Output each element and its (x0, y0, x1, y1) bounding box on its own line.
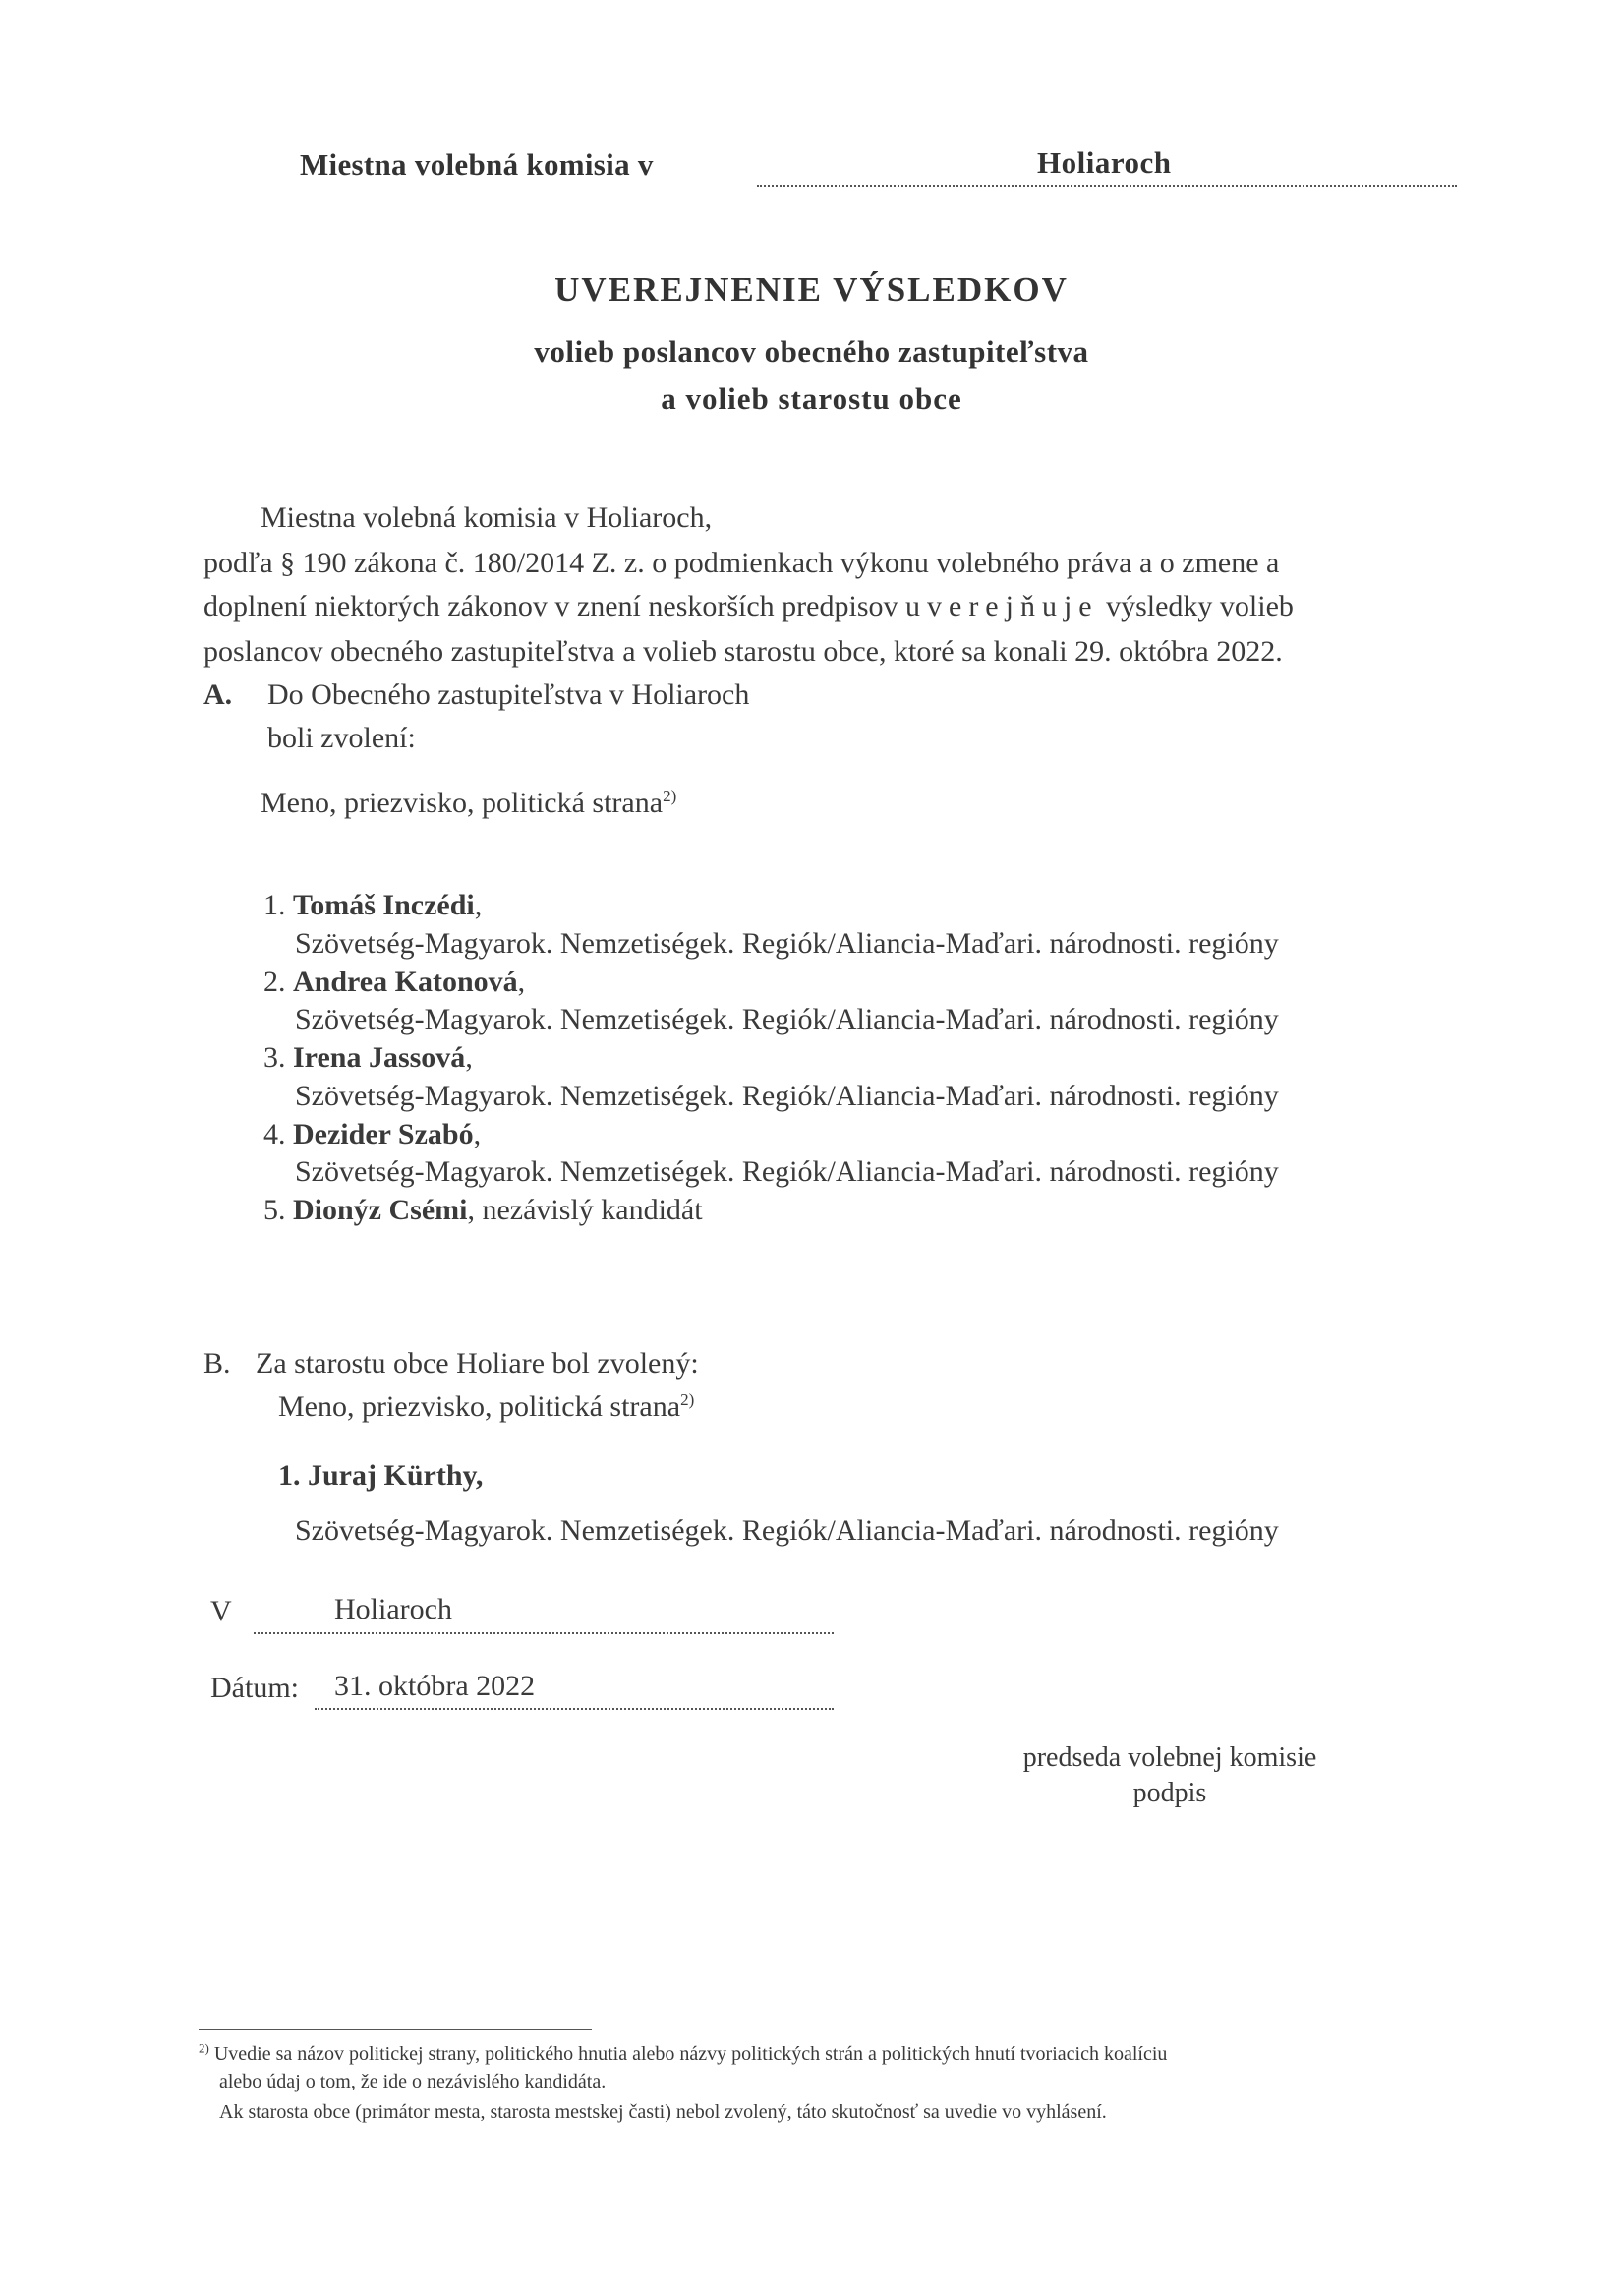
section-a-title: Do Obecného zastupiteľstva v Holiaroch (267, 678, 750, 711)
member-number: 2. (263, 966, 286, 998)
date-dotted-line (315, 1708, 834, 1710)
footnote-separator (199, 2029, 592, 2030)
signature-label: podpis (1132, 1778, 1207, 1808)
intro-line-1: Miestna volebná komisia v Holiaroch, (261, 501, 713, 534)
section-b-letter: B. (203, 1347, 231, 1380)
footnote-line-1 (199, 2040, 1168, 2066)
date-value: 31. októbra 2022 (334, 1670, 536, 1702)
footnote-ref: 2) (680, 1390, 695, 1409)
member-5: 5. Dionýz Csémi, nezávislý kandidát (263, 1194, 703, 1226)
intro-line-3 (203, 590, 1294, 623)
footnote-line-2: alebo údaj o tom, že ide o nezávislého kandidáta. (219, 2071, 607, 2092)
member-party: Szövetség-Magyarok. Nemzetiségek. Regiók/Aliancia-Maďari. národnosti. regióny (295, 1003, 1279, 1035)
member-name: Irena Jassová (293, 1041, 466, 1074)
mayor-name: Juraj Kürthy, (308, 1459, 484, 1492)
intro-line-4: poslancov obecného zastupiteľstva a volieb starostu obce, ktoré sa konali 29. októbra 2022. (203, 635, 1283, 668)
member-number: 3. (263, 1041, 286, 1074)
intro-line-2: podľa § 190 zákona č. 180/2014 Z. z. o podmienkach výkonu volebného práva a o zmene a (203, 547, 1280, 579)
signature-role: predseda volebnej komisie (1022, 1742, 1317, 1773)
member-party: Szövetség-Magyarok. Nemzetiségek. Regiók/Aliancia-Maďari. národnosti. regióny (295, 1155, 1279, 1188)
footnote-text-1: Uvedie sa názov politickej strany, politického hnutia alebo názvy politických strán a politických hnutí tvoriacich koalíciu (213, 2043, 1168, 2065)
footnote-line-3: Ak starosta obce (primátor mesta, starosta mestskej časti) nebol zvolený, táto skutočnosť sa uvedie vo vyhlásení. (219, 2101, 1107, 2123)
member-3: 3. Irena Jassová, (263, 1041, 473, 1074)
member-4: 4. Dezider Szabó, (263, 1118, 482, 1150)
place-value: Holiaroch (334, 1593, 452, 1625)
place-label: V (210, 1595, 232, 1627)
section-b-title: Za starostu obce Holiare bol zvolený: (256, 1347, 699, 1380)
member-party: Szövetség-Magyarok. Nemzetiségek. Regiók/Aliancia-Maďari. národnosti. regióny (295, 1080, 1279, 1112)
member-name: Tomáš Inczédi (293, 889, 475, 921)
mayor-party: Szövetség-Magyarok. Nemzetiségek. Regiók/Aliancia-Maďari. národnosti. regióny (295, 1514, 1279, 1547)
section-a-column-header (261, 787, 676, 820)
mayor-entry (278, 1459, 483, 1493)
member-number: 1. (263, 889, 286, 921)
commission-label: Miestna volebná komisia v (300, 147, 654, 182)
intro-line-3a: doplnení niektorých zákonov v znení neskorších predpisov (203, 590, 905, 622)
document-subtitle-2: a volieb starostu obce (661, 382, 962, 416)
member-number: 4. (263, 1118, 286, 1150)
document-subtitle-1: volieb poslancov obecného zastupiteľstva (534, 334, 1089, 369)
mayor-number: 1. (278, 1459, 301, 1492)
member-name: Dezider Szabó (293, 1118, 474, 1150)
member-1: 1. Tomáš Inczédi, (263, 889, 483, 921)
section-b-column-header-text: Meno, priezvisko, politická strana (278, 1390, 681, 1423)
place-dotted-line (254, 1632, 834, 1634)
member-2: 2. Andrea Katonová, (263, 966, 526, 998)
intro-line-3c: výsledky volieb (1098, 590, 1294, 622)
commission-place: Holiaroch (1037, 146, 1172, 180)
section-b-column-header (278, 1390, 694, 1424)
member-name: Dionýz Csémi (293, 1194, 468, 1226)
member-party: nezávislý kandidát (482, 1194, 703, 1226)
footnote-marker: 2) (199, 2040, 209, 2056)
section-a-column-header-text: Meno, priezvisko, politická strana (261, 787, 664, 819)
intro-publishes-word: uverejňuje (905, 590, 1099, 622)
footnote-ref: 2) (663, 787, 677, 805)
member-party: Szövetség-Magyarok. Nemzetiségek. Regiók/Aliancia-Maďari. národnosti. regióny (295, 927, 1279, 960)
date-label: Dátum: (210, 1672, 299, 1704)
member-number: 5. (263, 1194, 286, 1226)
member-name: Andrea Katonová (293, 966, 518, 998)
document-title: UVEREJNENIE VÝSLEDKOV (554, 270, 1069, 309)
section-a-letter: A. (203, 678, 233, 711)
section-a-subtitle: boli zvolení: (267, 722, 416, 754)
commission-place-dotted-line (757, 185, 1457, 187)
